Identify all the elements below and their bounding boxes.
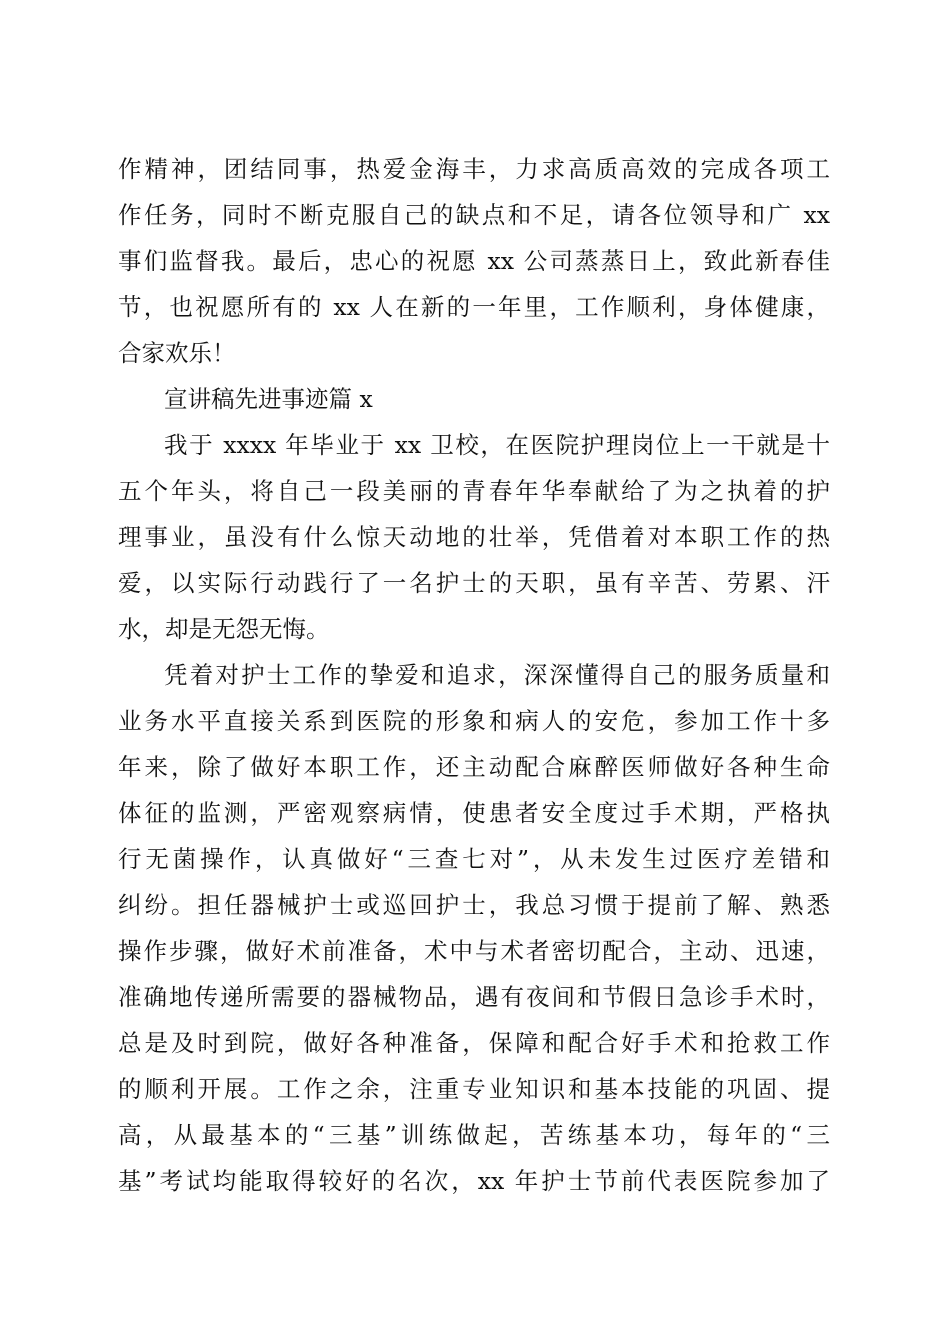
paragraph xyxy=(118,146,830,376)
text-line: 年来，除了做好本职工作，还主动配合麻醉医师做好各种生命 xyxy=(118,753,830,781)
text-line: 的顺利开展。工作之余，注重专业知识和基本技能的巩固、提 xyxy=(118,1075,830,1103)
text-line: 作精神，团结同事，热爱金海丰，力求高质高效的完成各项工 xyxy=(118,155,830,183)
text-line: 基”考试均能取得较好的名次，xx 年护士节前代表医院参加了 xyxy=(118,1167,830,1195)
text-line: 业务水平直接关系到医院的形象和病人的安危，参加工作十多 xyxy=(118,707,830,735)
text-line: 理事业，虽没有什么惊天动地的壮举，凭借着对本职工作的热 xyxy=(118,523,830,551)
text-line: 总是及时到院，做好各种准备，保障和配合好手术和抢救工作 xyxy=(118,1029,830,1057)
text-line: 事们监督我。最后，忠心的祝愿 xx 公司蒸蒸日上，致此新春佳 xyxy=(118,247,830,275)
document-body xyxy=(118,146,830,1204)
text-line: 五个年头，将自己一段美丽的青春年华奉献给了为之执着的护 xyxy=(118,477,830,505)
text-line: 行无菌操作，认真做好“三查七对”，从未发生过医疗差错和 xyxy=(118,845,830,873)
text-line: 凭着对护士工作的挚爱和追求，深深懂得自己的服务质量和 xyxy=(164,661,830,689)
paragraph xyxy=(118,422,830,652)
text-line: 准确地传递所需要的器械物品，遇有夜间和节假日急诊手术时， xyxy=(118,983,830,1011)
text-line: 纠纷。担任器械护士或巡回护士，我总习惯于提前了解、熟悉 xyxy=(118,891,830,919)
text-line: 合家欢乐！ xyxy=(118,339,236,367)
text-line: 爱，以实际行动践行了一名护士的天职，虽有辛苦、劳累、汗 xyxy=(118,569,830,597)
text-line: 我于 xxxx 年毕业于 xx 卫校，在医院护理岗位上一干就是十 xyxy=(164,431,830,459)
text-line: 操作步骤，做好术前准备，术中与术者密切配合，主动、迅速， xyxy=(118,937,830,965)
text-line: 节，也祝愿所有的 xx 人在新的一年里，工作顺利，身体健康， xyxy=(118,293,830,321)
text-line: 水，却是无怨无悔。 xyxy=(118,615,330,643)
text-line: 体征的监测，严密观察病情，使患者安全度过手术期，严格执 xyxy=(118,799,830,827)
section-heading: 宣讲稿先进事迹篇 x xyxy=(164,385,373,413)
paragraph xyxy=(118,652,830,1204)
text-line: 作任务，同时不断克服自己的缺点和不足，请各位领导和广 xx xyxy=(118,201,830,229)
text-line: 高，从最基本的“三基”训练做起，苦练基本功，每年的“三 xyxy=(118,1121,830,1149)
